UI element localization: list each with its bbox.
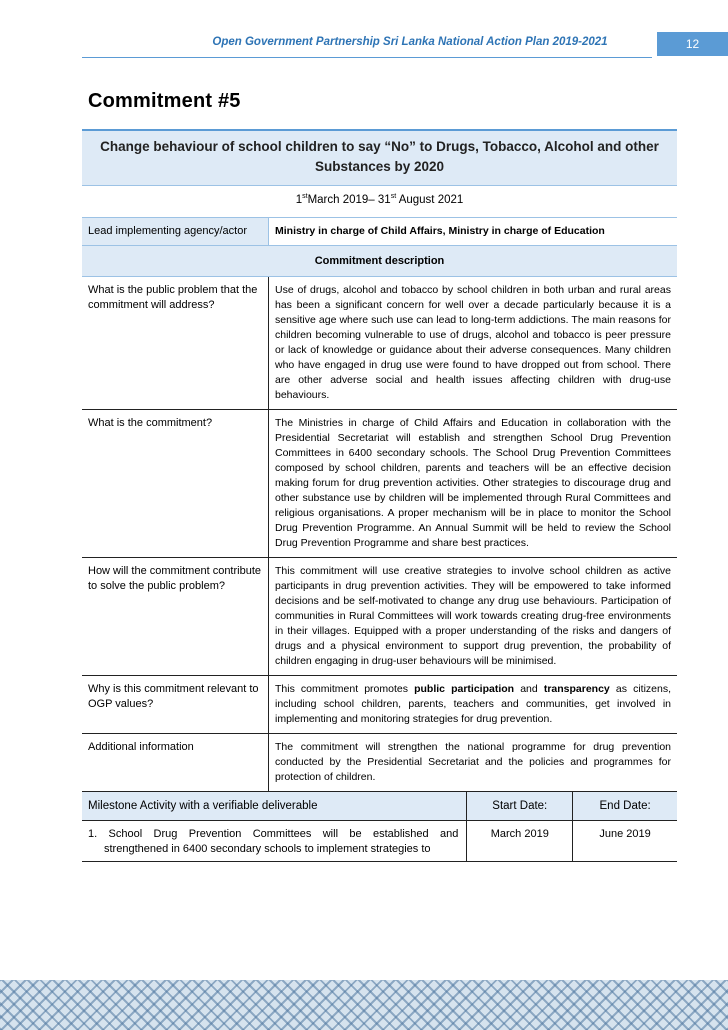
additional-info-label: Additional information [82,734,269,791]
page-number-badge: 12 [657,32,728,56]
commitment-title: Change behaviour of school children to say “No” to Drugs, Tobacco, Alcohol and other Substances by 2020 [82,129,677,186]
ogp-text-c: as citizens, including school children, parents, teachers and communities, get involved in implementing and monitoring strategies for drug prevention. [275,683,671,725]
date-end-suffix: st [390,193,397,200]
milestone-activity-text: 1. School Drug Prevention Committees will be established and strengthened in 6400 secondary schools to implement strategies to [88,828,459,855]
date-end-rest: August 2021 [396,193,464,206]
running-header-title: Open Government Partnership Sri Lanka National Action Plan 2019-2021 [212,36,608,48]
ogp-relevance-text [269,676,677,733]
milestone-activity [82,821,467,861]
commitment-text: The Ministries in charge of Child Affairs and Education in collaboration with the Presidential Secretariat will establish and strengthen School Drug Prevention Committees in 6400 secondary schools. The School Drug Prevention Committees composed by school children, parents and teachers will be an effective decision making forum for drug prevention activities. Other strategies to discourage drug and other substance use by children will be implemented through Rural Committees and religious organisations. A proper mechanism will be in place to monitor the School Drug Prevention Programme. An Annual Summit will be held to review the School Drug Prevention Programme and share best practices. [275,417,671,549]
ogp-text-a: This commitment promotes [275,683,415,695]
additional-info-text: The commitment will strengthen the national programme for drug prevention conducted by the Presidential Secretariat and the policies and programmes for protection of children. [275,741,671,783]
footer-pattern-band [0,980,728,1030]
lead-agency-value: Ministry in charge of Child Affairs, Ministry in charge of Education [275,225,605,237]
ogp-bold-transparency: transparency [543,683,610,695]
additional-info-row [82,734,677,792]
milestone-start-date: March 2019 [467,821,573,861]
milestone-header-row [82,792,677,821]
commitment-label: What is the commitment? [82,410,269,557]
date-start-day: 1 [295,193,303,206]
problem-label: What is the public problem that the commitment will address? [82,277,269,409]
problem-text: Use of drugs, alcohol and tobacco by school children in both urban and rural areas has been a significant concern for well over a decade particularly because it is a sensitive age where such use can lead to long-term addictions. The main reasons for children becoming vulnerable to use of drugs, alcohol and tobacco is peer pressure or lack of knowledge or guidance about their adverse consequences. Many children who have engaged in drug use were found to have dropped out from school. There are other adverse social and health issues affecting children with drug-use behaviours. [275,284,671,401]
milestone-end-date: June 2019 [599,828,651,840]
header-rule [82,57,652,58]
ogp-bold-participation: public participation [414,683,515,695]
commitment-heading: Commitment #5 [88,90,241,112]
contribution-label: How will the commitment contribute to solve the public problem? [82,558,269,675]
ogp-text-b: and [514,683,544,695]
problem-row [82,277,677,410]
description-header: Commitment description [82,246,677,277]
lead-agency-row [82,218,677,246]
date-start-rest: March 2019– 31 [307,193,391,206]
milestone-row [82,821,677,862]
commitment-dates [82,186,677,218]
commitment-table [82,129,677,862]
ogp-relevance-row [82,676,677,734]
ogp-relevance-label: Why is this commitment relevant to OGP values? [82,676,269,733]
contribution-text: This commitment will use creative strategies to involve school children as active participants in drug prevention activities. They will be empowered to take informed decisions and be self-motivated to change any drug use behaviours. Participation of communities in Rural Committees will work towards creating drug-free environments in their villages. Equipped with a proper understanding of the risks and dangers of drugs and a physical environment to support drug prevention, the probability of children engaging in drug-user behaviours will be minimised. [275,565,671,667]
date-start-suffix: st [302,193,308,200]
milestone-header-activity: Milestone Activity with a verifiable deliverable [82,792,467,820]
milestone-header-start: Start Date: [467,792,573,820]
milestone-header-end: End Date: [599,800,651,812]
contribution-row [82,558,677,676]
lead-agency-label: Lead implementing agency/actor [82,218,269,245]
commitment-row [82,410,677,558]
